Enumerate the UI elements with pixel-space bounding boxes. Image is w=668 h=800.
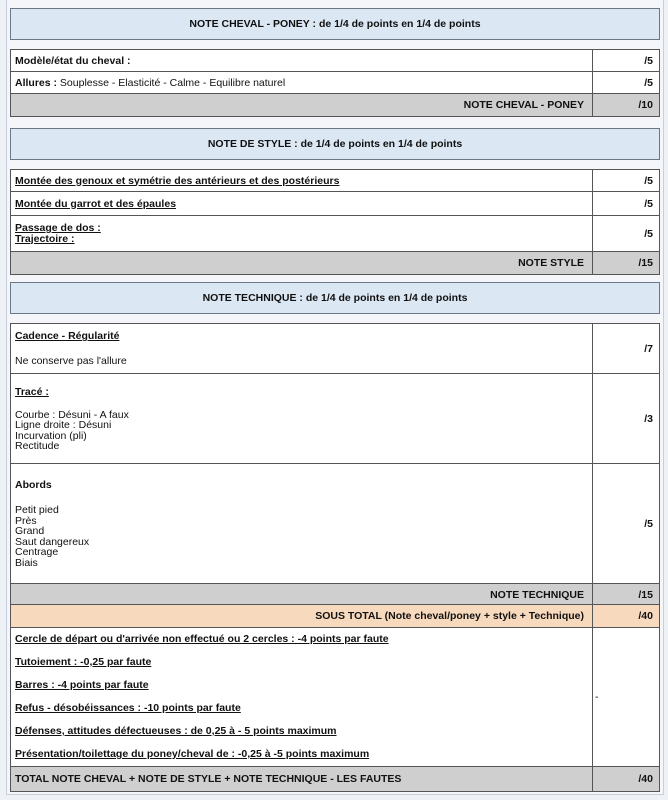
- score-cell: /5: [593, 50, 660, 72]
- criterion-genoux: Montée des genoux et symétrie des antérieurs et des postérieurs: [11, 170, 593, 192]
- score-cell: /5: [593, 72, 660, 94]
- criterion-trace: Tracé : Courbe : Désuni - A faux Ligne droite : Désuni Incurvation (pli) Rectitude: [11, 374, 593, 464]
- subtotal-label: NOTE TECHNIQUE: [11, 584, 593, 607]
- subtotal-label: NOTE STYLE: [11, 252, 593, 275]
- section-cheval-poney: [10, 8, 660, 117]
- score-cell: /5: [593, 464, 660, 584]
- fault-item: Présentation/toilettage du poney/cheval de : -0,25 à -5 points maximum: [15, 748, 370, 760]
- faults-score: -: [593, 628, 660, 767]
- criterion-garrot: Montée du garrot et des épaules: [11, 192, 593, 216]
- fault-item: Barres : -4 points par faute: [15, 679, 149, 691]
- subtotal-score: /10: [593, 94, 660, 117]
- section-header: NOTE TECHNIQUE : de 1/4 de points en 1/4 de points: [11, 283, 660, 314]
- fault-item: Défenses, attitudes défectueuses : de 0,25 à - 5 points maximum: [15, 725, 337, 737]
- section-sous-total: [10, 604, 660, 792]
- criterion-cadence: Cadence - Régularité Ne conserve pas l'allure: [11, 324, 593, 374]
- criterion-modele: Modèle/état du cheval :: [11, 50, 593, 72]
- final-total-label: TOTAL NOTE CHEVAL + NOTE DE STYLE + NOTE TECHNIQUE - LES FAUTES: [11, 767, 593, 792]
- section-style: [10, 128, 660, 275]
- subtotal-score: /15: [593, 252, 660, 275]
- fault-item: Cercle de départ ou d'arrivée non effectué ou 2 cercles : -4 points par faute: [15, 633, 389, 645]
- section-header: NOTE DE STYLE : de 1/4 de points en 1/4 de points: [11, 129, 660, 160]
- score-cell: /5: [593, 192, 660, 216]
- fault-item: Tutoiement : -0,25 par faute: [15, 656, 152, 668]
- score-cell: /5: [593, 216, 660, 252]
- sous-total-label: SOUS TOTAL (Note cheval/poney + style + Technique): [11, 605, 593, 628]
- fault-item: Refus - désobéissances : -10 points par faute: [15, 702, 241, 714]
- score-cell: /3: [593, 374, 660, 464]
- criterion-abords: Abords Petit pied Près Grand Saut dangereux Centrage Biais: [11, 464, 593, 584]
- score-cell: /7: [593, 324, 660, 374]
- sous-total-score: /40: [593, 605, 660, 628]
- subtotal-score: /15: [593, 584, 660, 607]
- section-technique: [10, 282, 660, 607]
- final-total-score: /40: [593, 767, 660, 792]
- criterion-allures: Allures : Souplesse - Elasticité - Calme - Equilibre naturel: [11, 72, 593, 94]
- score-cell: /5: [593, 170, 660, 192]
- section-header: NOTE CHEVAL - PONEY : de 1/4 de points en 1/4 de points: [11, 9, 660, 40]
- subtotal-label: NOTE CHEVAL - PONEY: [11, 94, 593, 117]
- criterion-dos-trajectoire: Passage de dos : Trajectoire :: [11, 216, 593, 252]
- faults-list: [11, 628, 593, 767]
